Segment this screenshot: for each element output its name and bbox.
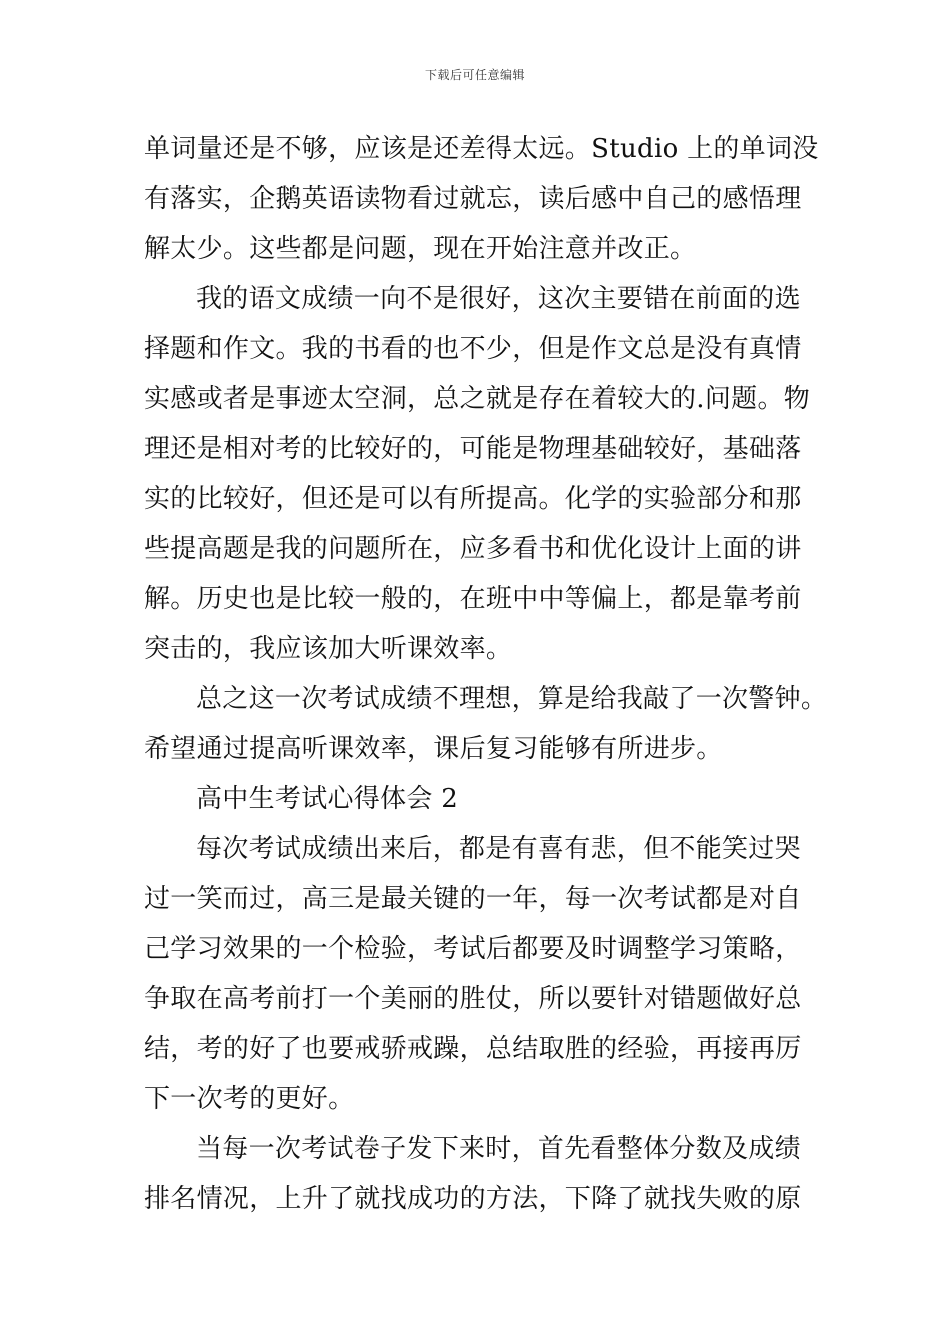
text-line: 实的比较好，但还是可以有所提高。化学的实验部分和那	[144, 484, 802, 514]
text-line: 争取在高考前打一个美丽的胜仗，所以要针对错题做好总	[144, 984, 802, 1014]
text-line: 些提高题是我的问题所在，应多看书和优化设计上面的讲	[144, 534, 802, 564]
text-line: 解。历史也是比较一般的，在班中中等偏上，都是靠考前	[144, 584, 802, 614]
text-line: 希望通过提高听课效率，课后复习能够有所进步。	[144, 734, 723, 764]
text-line: 己学习效果的一个检验，考试后都要及时调整学习策略，	[144, 934, 802, 964]
text-line: 过一笑而过，高三是最关键的一年，每一次考试都是对自	[144, 884, 802, 914]
text-line: 解太少。这些都是问题，现在开始注意并改正。	[144, 234, 697, 264]
text-line: 我的语文成绩一向不是很好，这次主要错在前面的选	[196, 284, 801, 314]
text-line: 下一次考的更好。	[144, 1084, 355, 1114]
text-line: 择题和作文。我的书看的也不少，但是作文总是没有真情	[144, 334, 802, 364]
page-header: 下载后可任意编辑	[424, 68, 525, 82]
section-heading: 高中生考试心得体会 2	[196, 784, 459, 814]
text-line: 理还是相对考的比较好的，可能是物理基础较好，基础落	[144, 434, 802, 464]
text-line: 排名情况，上升了就找成功的方法，下降了就找失败的原	[144, 1184, 802, 1214]
text-line: 每次考试成绩出来后，都是有喜有悲，但不能笑过哭	[196, 834, 801, 864]
text-line: 有落实，企鹅英语读物看过就忘，读后感中自己的感悟理	[144, 184, 802, 214]
text-line: 突击的，我应该加大听课效率。	[144, 634, 513, 664]
text-line: 当每一次考试卷子发下来时，首先看整体分数及成绩	[196, 1134, 801, 1164]
text-line: 实感或者是事迹太空洞，总之就是存在着较大的.问题。物	[144, 384, 811, 414]
text-line: 总之这一次考试成绩不理想，算是给我敲了一次警钟。	[196, 684, 828, 714]
text-line: 结，考的好了也要戒骄戒躁，总结取胜的经验，再接再厉	[144, 1034, 802, 1064]
text-line: 单词量还是不够，应该是还差得太远。Studio 上的单词没	[144, 134, 819, 164]
